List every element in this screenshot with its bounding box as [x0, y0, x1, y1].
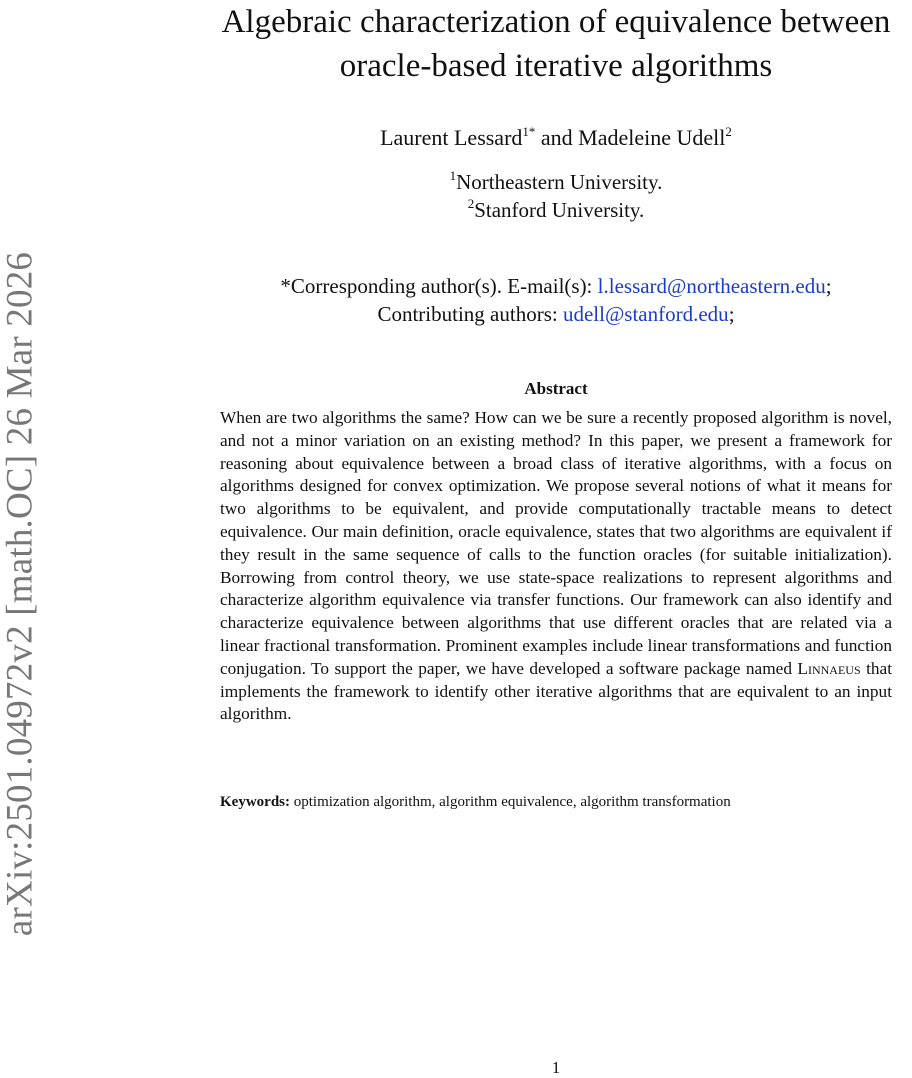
affiliation-1 [190, 168, 912, 196]
keywords-label: Keywords: [220, 794, 290, 810]
corresponding-author-line [190, 272, 912, 300]
abstract-text-after: that implements the framework to identify other iterative algorithms that are equivalent to an input algorithm. [220, 658, 893, 724]
contributing-authors-prefix: Contributing authors: [377, 302, 563, 326]
author-list [190, 124, 912, 152]
author-1-affiliation-mark: 1* [522, 124, 536, 139]
author-1-name: Laurent Lessard [380, 125, 523, 150]
contributing-authors-line [190, 300, 912, 328]
affiliation-1-mark: 1 [449, 168, 457, 183]
abstract-heading: Abstract [524, 379, 588, 398]
paper-title [190, 0, 912, 88]
author-2-name: Madeleine Udell [578, 125, 726, 150]
affiliation-2-mark: 2 [467, 196, 475, 211]
abstract-text-before: When are two algorithms the same? How can we be sure a recently proposed algorithm is novel, and not a minor variation on an existing method? In this paper, we present a framework for reasoning about equivalence between a broad class of iterative algorithms, with a focus on algorithms designed for convex optimization. We propose several notions of what it means for two algorithms to be equivalent, and provide computationally tractable means to detect equivalence. Our main definition, oracle equivalence, states that two algorithms are equivalent if they result in the same sequence of calls to the function oracles (for suitable initialization). Borrowing from control theory, we use state-space realizations to represent algorithms and characterize algorithm equivalence via transfer functions. Our framework can also identify and characterize equivalence between algorithms that use different oracles that are related via a linear fractional transformation. Prominent examples include linear transformations and function conjugation. To support the paper, we have developed a software package named [220, 408, 892, 678]
corresponding-author-prefix: *Corresponding author(s). E-mail(s): [280, 274, 598, 298]
affiliation-1-name: Northeastern University. [456, 170, 663, 194]
title-line-2: oracle-based iterative algorithms [339, 48, 773, 84]
corresponding-author-suffix: ; [825, 274, 832, 298]
page-number: 1 [551, 1058, 561, 1077]
keywords-list: optimization algorithm, algorithm equivalence, algorithm transformation [290, 794, 731, 810]
affiliation-2-name: Stanford University. [474, 198, 645, 222]
abstract-body [220, 407, 892, 726]
arxiv-identifier-stamp [0, 0, 40, 1077]
arxiv-identifier-text: arXiv:2501.04972v2 [math.OC] 26 Mar 2026 [0, 251, 41, 937]
corresponding-author-email-link[interactable]: l.lessard@northeastern.edu [597, 274, 826, 298]
author-2-affiliation-mark: 2 [725, 124, 732, 139]
contributing-author-email-link[interactable]: udell@stanford.edu [562, 302, 729, 326]
author-conjunction: and [535, 125, 579, 150]
contributing-authors-suffix: ; [728, 302, 735, 326]
keywords-line [220, 792, 892, 812]
title-line-1: Algebraic characterization of equivalence between [221, 4, 891, 40]
software-name: Linnaeus [797, 658, 861, 678]
affiliation-2 [190, 196, 912, 224]
